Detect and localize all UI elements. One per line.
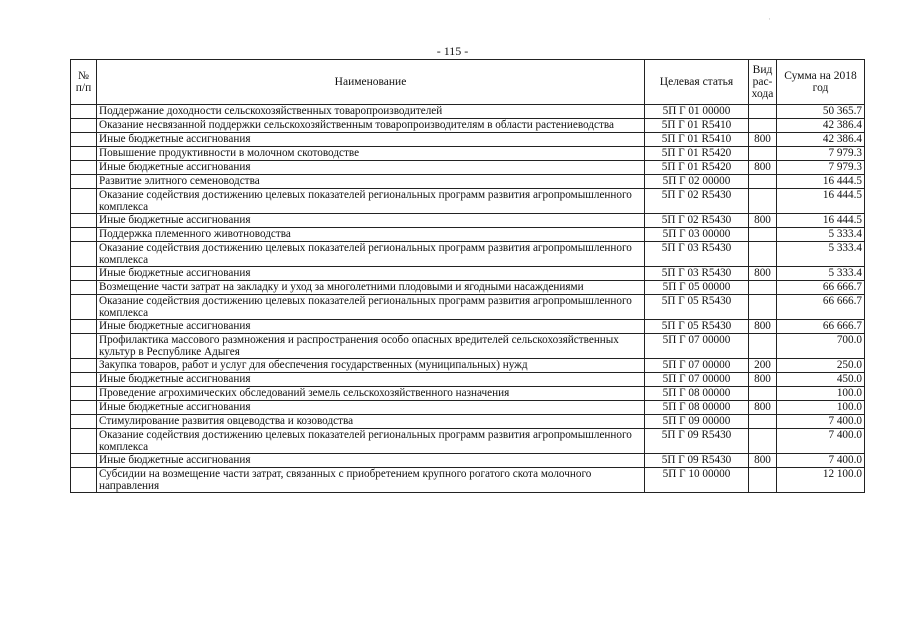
page-number: - 115 - (436, 44, 469, 58)
row-code-cell: 5П Г 05 R5430 (645, 320, 749, 334)
table-body (71, 105, 865, 493)
row-kind-cell: 800 (749, 454, 777, 468)
row-name-cell: Повышение продуктивности в молочном скотоводстве (97, 147, 645, 161)
row-name-cell: Иные бюджетные ассигнования (97, 401, 645, 415)
row-kind-cell: 800 (749, 373, 777, 387)
table-row (71, 267, 865, 281)
row-kind-cell: 800 (749, 161, 777, 175)
row-kind-cell: 800 (749, 214, 777, 228)
table-row (71, 429, 865, 454)
row-num-cell (71, 454, 97, 468)
row-code-cell: 5П Г 01 R5420 (645, 161, 749, 175)
row-kind-cell (749, 468, 777, 493)
row-num-cell (71, 373, 97, 387)
row-name-cell: Поддержание доходности сельскохозяйственных товаропроизводителей (97, 105, 645, 119)
row-code-cell: 5П Г 07 00000 (645, 359, 749, 373)
row-name-cell: Оказание содействия достижению целевых показателей региональных программ развития агропромышленного комплекса (97, 429, 645, 454)
row-kind-cell (749, 429, 777, 454)
row-num-cell (71, 359, 97, 373)
row-kind-cell: 800 (749, 320, 777, 334)
row-code-cell: 5П Г 08 00000 (645, 401, 749, 415)
table-row (71, 454, 865, 468)
header-kind: Вид рас-хода (749, 60, 777, 105)
row-sum-cell: 42 386.4 (777, 119, 865, 133)
row-name-cell: Проведение агрохимических обследований земель сельскохозяйственного назначения (97, 387, 645, 401)
row-num-cell (71, 242, 97, 267)
row-num-cell (71, 105, 97, 119)
row-code-cell: 5П Г 01 R5410 (645, 133, 749, 147)
table-row (71, 147, 865, 161)
row-name-cell: Стимулирование развития овцеводства и козоводства (97, 415, 645, 429)
row-code-cell: 5П Г 05 R5430 (645, 295, 749, 320)
row-code-cell: 5П Г 10 00000 (645, 468, 749, 493)
budget-table (70, 59, 865, 493)
row-name-cell: Иные бюджетные ассигнования (97, 161, 645, 175)
row-code-cell: 5П Г 08 00000 (645, 387, 749, 401)
row-sum-cell: 5 333.4 (777, 228, 865, 242)
row-kind-cell (749, 119, 777, 133)
table-row (71, 133, 865, 147)
row-sum-cell: 16 444.5 (777, 189, 865, 214)
row-name-cell: Профилактика массового размножения и распространения особо опасных вредителей сельскохозяйственных культур в Республике Адыгея (97, 334, 645, 359)
row-code-cell: 5П Г 02 00000 (645, 175, 749, 189)
table-row (71, 189, 865, 214)
row-sum-cell: 250.0 (777, 359, 865, 373)
row-num-cell (71, 401, 97, 415)
row-kind-cell (749, 334, 777, 359)
row-sum-cell: 42 386.4 (777, 133, 865, 147)
header-sum: Сумма на 2018 год (777, 60, 865, 105)
row-num-cell (71, 267, 97, 281)
row-code-cell: 5П Г 03 R5430 (645, 267, 749, 281)
table-row (71, 373, 865, 387)
row-kind-cell (749, 242, 777, 267)
row-kind-cell: 800 (749, 133, 777, 147)
row-kind-cell: 200 (749, 359, 777, 373)
row-sum-cell: 50 365.7 (777, 105, 865, 119)
row-code-cell: 5П Г 03 R5430 (645, 242, 749, 267)
row-num-cell (71, 147, 97, 161)
row-num-cell (71, 387, 97, 401)
row-num-cell (71, 228, 97, 242)
row-num-cell (71, 334, 97, 359)
row-sum-cell: 7 400.0 (777, 415, 865, 429)
table-row (71, 105, 865, 119)
table-row (71, 175, 865, 189)
table-row (71, 242, 865, 267)
row-num-cell (71, 320, 97, 334)
row-num-cell (71, 133, 97, 147)
row-sum-cell: 12 100.0 (777, 468, 865, 493)
row-sum-cell: 7 400.0 (777, 429, 865, 454)
row-code-cell: 5П Г 07 00000 (645, 373, 749, 387)
header-code: Целевая статья (645, 60, 749, 105)
row-kind-cell (749, 105, 777, 119)
table-row (71, 320, 865, 334)
row-name-cell: Иные бюджетные ассигнования (97, 267, 645, 281)
row-num-cell (71, 415, 97, 429)
row-sum-cell: 66 666.7 (777, 295, 865, 320)
row-code-cell: 5П Г 01 R5420 (645, 147, 749, 161)
row-name-cell: Субсидии на возмещение части затрат, связанных с приобретением крупного рогатого скота молочного направления (97, 468, 645, 493)
table-row (71, 415, 865, 429)
table-row (71, 295, 865, 320)
row-num-cell (71, 161, 97, 175)
row-name-cell: Возмещение части затрат на закладку и уход за многолетними плодовыми и ягодными насаждениями (97, 281, 645, 295)
row-kind-cell (749, 147, 777, 161)
row-sum-cell: 66 666.7 (777, 281, 865, 295)
row-num-cell (71, 189, 97, 214)
table-row (71, 401, 865, 415)
row-code-cell: 5П Г 09 R5430 (645, 429, 749, 454)
row-sum-cell: 100.0 (777, 387, 865, 401)
table-row (71, 387, 865, 401)
row-name-cell: Закупка товаров, работ и услуг для обеспечения государственных (муниципальных) нужд (97, 359, 645, 373)
row-kind-cell (749, 387, 777, 401)
row-sum-cell: 450.0 (777, 373, 865, 387)
row-num-cell (71, 468, 97, 493)
row-name-cell: Иные бюджетные ассигнования (97, 133, 645, 147)
row-sum-cell: 7 979.3 (777, 147, 865, 161)
row-num-cell (71, 119, 97, 133)
table-row (71, 119, 865, 133)
row-kind-cell (749, 415, 777, 429)
row-name-cell: Оказание содействия достижению целевых показателей региональных программ развития агропромышленного комплекса (97, 242, 645, 267)
row-code-cell: 5П Г 09 R5430 (645, 454, 749, 468)
row-num-cell (71, 429, 97, 454)
row-kind-cell (749, 228, 777, 242)
row-name-cell: Развитие элитного семеноводства (97, 175, 645, 189)
row-code-cell: 5П Г 02 R5430 (645, 214, 749, 228)
row-num-cell (71, 295, 97, 320)
row-name-cell: Оказание содействия достижению целевых показателей региональных программ развития агропромышленного комплекса (97, 295, 645, 320)
row-name-cell: Оказание содействия достижению целевых показателей региональных программ развития агропромышленного комплекса (97, 189, 645, 214)
row-code-cell: 5П Г 05 00000 (645, 281, 749, 295)
row-code-cell: 5П Г 02 R5430 (645, 189, 749, 214)
row-kind-cell (749, 175, 777, 189)
row-name-cell: Оказание несвязанной поддержки сельскохозяйственным товаропроизводителям в области растениеводства (97, 119, 645, 133)
row-sum-cell: 100.0 (777, 401, 865, 415)
row-code-cell: 5П Г 07 00000 (645, 334, 749, 359)
scan-mark: · (768, 14, 771, 24)
row-name-cell: Иные бюджетные ассигнования (97, 373, 645, 387)
row-sum-cell: 7 400.0 (777, 454, 865, 468)
table-row (71, 359, 865, 373)
row-sum-cell: 700.0 (777, 334, 865, 359)
row-code-cell: 5П Г 01 00000 (645, 105, 749, 119)
row-sum-cell: 5 333.4 (777, 242, 865, 267)
row-sum-cell: 66 666.7 (777, 320, 865, 334)
row-num-cell (71, 281, 97, 295)
table-header-row (71, 60, 865, 105)
header-name: Наименование (97, 60, 645, 105)
row-code-cell: 5П Г 01 R5410 (645, 119, 749, 133)
row-kind-cell (749, 295, 777, 320)
header-num: № п/п (71, 60, 97, 105)
row-kind-cell: 800 (749, 401, 777, 415)
row-sum-cell: 16 444.5 (777, 175, 865, 189)
table-row (71, 281, 865, 295)
row-sum-cell: 7 979.3 (777, 161, 865, 175)
row-name-cell: Поддержка племенного животноводства (97, 228, 645, 242)
row-name-cell: Иные бюджетные ассигнования (97, 320, 645, 334)
row-sum-cell: 5 333.4 (777, 267, 865, 281)
row-kind-cell (749, 189, 777, 214)
table-row (71, 228, 865, 242)
row-name-cell: Иные бюджетные ассигнования (97, 214, 645, 228)
row-code-cell: 5П Г 09 00000 (645, 415, 749, 429)
table-row (71, 161, 865, 175)
row-kind-cell: 800 (749, 267, 777, 281)
row-num-cell (71, 175, 97, 189)
table-row (71, 468, 865, 493)
row-sum-cell: 16 444.5 (777, 214, 865, 228)
table-row (71, 334, 865, 359)
row-code-cell: 5П Г 03 00000 (645, 228, 749, 242)
table-row (71, 214, 865, 228)
row-name-cell: Иные бюджетные ассигнования (97, 454, 645, 468)
row-num-cell (71, 214, 97, 228)
row-kind-cell (749, 281, 777, 295)
